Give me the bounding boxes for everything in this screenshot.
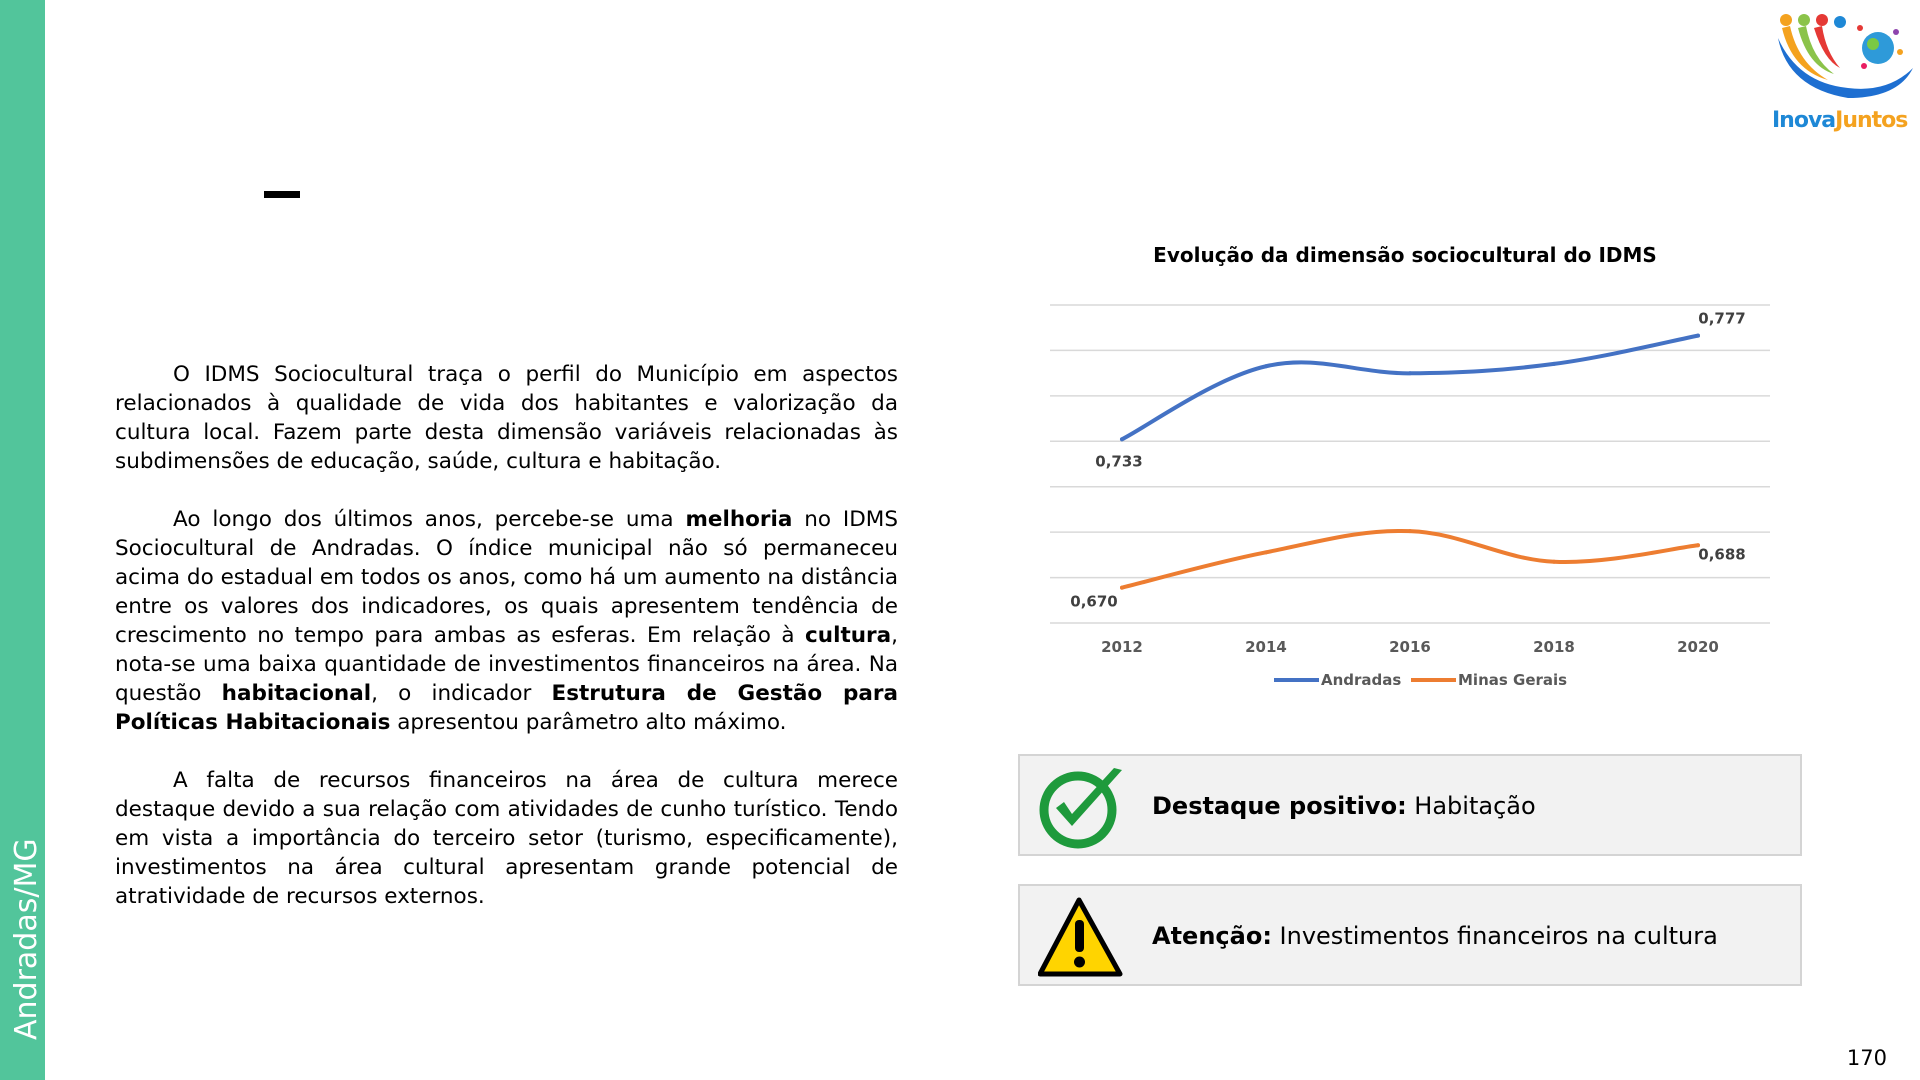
data-point xyxy=(1408,371,1412,375)
data-point xyxy=(1120,437,1124,441)
x-tick-label: 2014 xyxy=(1245,638,1287,656)
x-tick-label: 2020 xyxy=(1677,638,1719,656)
data-label: 0,733 xyxy=(1095,452,1143,471)
heading-dash xyxy=(264,191,300,198)
paragraph-1: O IDMS Sociocultural traça o perfil do Município em aspectos relacionados à qualidade de vida dos habitantes e valorização da cultura local. Fazem parte desta dimensão variáveis relacionadas às subdimensões de educação, saúde, cultura e habitação. xyxy=(115,362,898,474)
page-number: 170 xyxy=(1846,1046,1887,1070)
series-line-minas-gerais xyxy=(1122,531,1698,588)
paragraph-2: Ao longo dos últimos anos, percebe-se uma melhoria no IDMS Sociocultural de Andradas. O índice municipal não só permaneceu acima do estadual em todos os anos, como há um aumento na distância entre os valores dos indicadores, os quais apresentem tendência de crescimento no tempo para ambas as esferas. Em relação à cultura, nota-se uma baixa quantidade de investimentos financeiros na área. Na questão habitacional, o indicador Estrutura de Gestão para Políticas Habitacionais apresentou parâmetro alto máximo. xyxy=(115,507,898,735)
data-point xyxy=(1264,550,1268,554)
legend-label: Minas Gerais xyxy=(1458,671,1568,689)
data-point xyxy=(1552,362,1556,366)
data-point xyxy=(1264,364,1268,368)
positive-highlight-box xyxy=(1018,754,1802,856)
data-point xyxy=(1696,334,1700,338)
positive-highlight-text: Destaque positivo: Habitação xyxy=(1152,792,1536,820)
data-point xyxy=(1408,529,1412,533)
data-point xyxy=(1552,560,1556,564)
logo-text: InovaJuntos xyxy=(1772,108,1908,133)
x-tick-label: 2018 xyxy=(1533,638,1575,656)
x-tick-label: 2012 xyxy=(1101,638,1143,656)
data-label: 0,688 xyxy=(1698,545,1746,564)
warning-icon xyxy=(1038,894,1128,980)
inova-juntos-logo xyxy=(1768,8,1918,138)
attention-highlight-text: Atenção: Investimentos financeiros na cultura xyxy=(1152,922,1718,950)
logo-graphic xyxy=(1768,8,1918,108)
paragraph-3: A falta de recursos financeiros na área de cultura merece destaque devido a sua relação com atividades de cunho turístico. Tendo em vista a importância do terceiro setor (turismo, especificamente), investimentos na área cultural apresentam grande potencial de atratividade de recursos externos. xyxy=(115,768,898,909)
sidebar xyxy=(0,0,45,1080)
idms-chart xyxy=(1030,230,1830,710)
data-point xyxy=(1120,586,1124,590)
body-text xyxy=(115,360,898,940)
sidebar-label: Andradas/MG xyxy=(9,838,44,1040)
legend-label: Andradas xyxy=(1321,671,1402,689)
chart-title: Evolução da dimensão sociocultural do IDMS xyxy=(1153,243,1657,267)
check-icon xyxy=(1038,764,1128,850)
attention-highlight-box xyxy=(1018,884,1802,986)
x-tick-label: 2016 xyxy=(1389,638,1431,656)
data-label: 0,670 xyxy=(1070,592,1118,611)
data-label: 0,777 xyxy=(1698,309,1746,328)
